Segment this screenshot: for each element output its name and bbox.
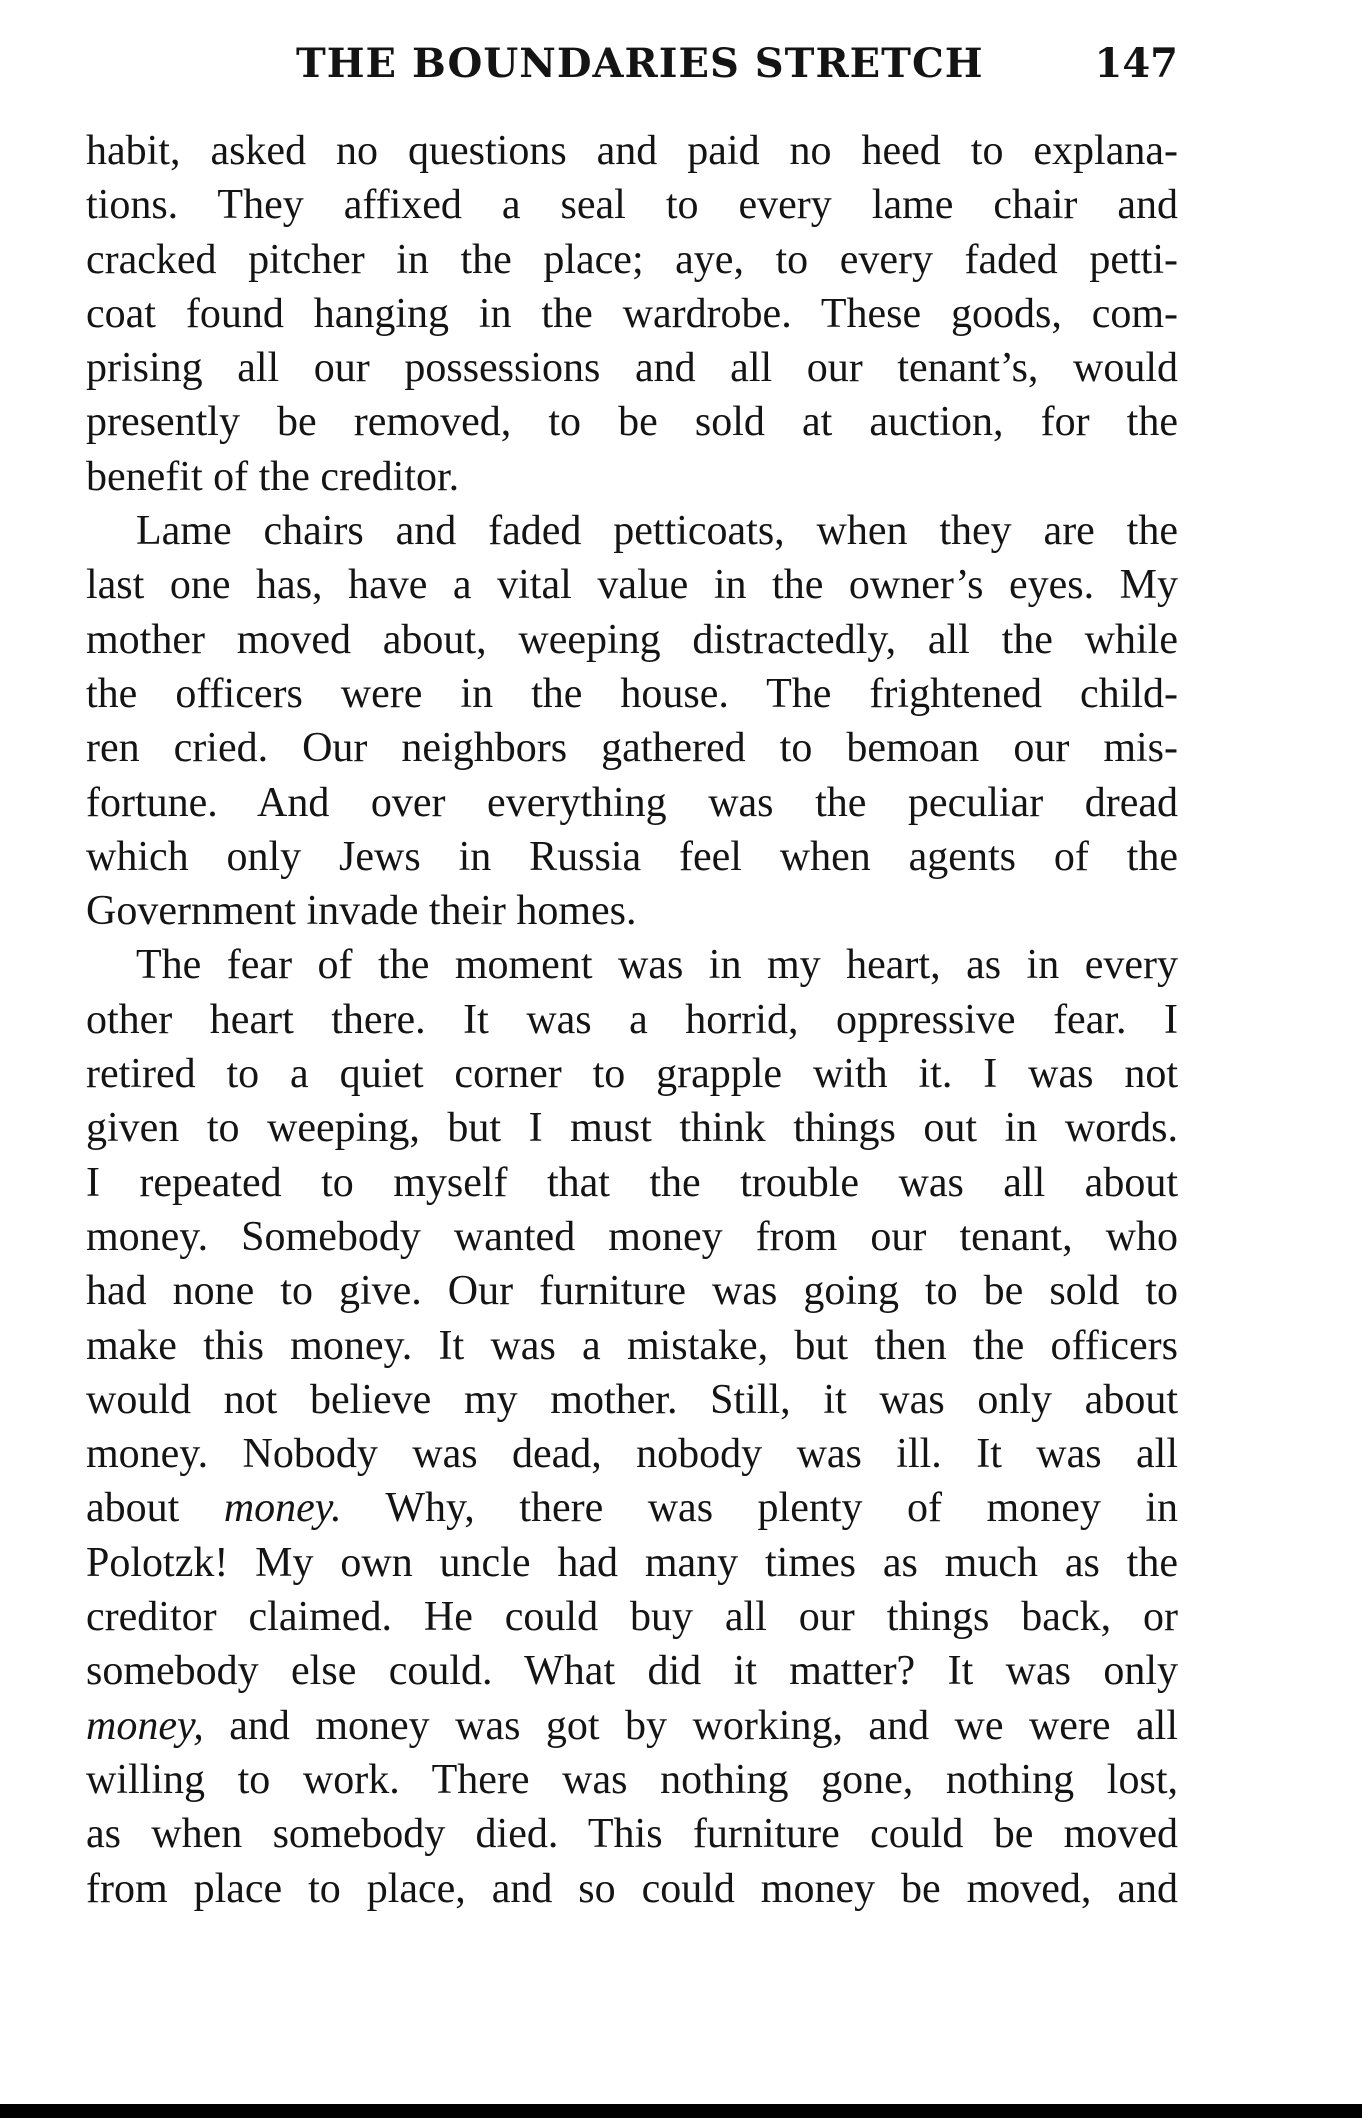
text-line: prising all our possessions and all our tenant’s, would bbox=[86, 345, 1178, 392]
text-line: habit, asked no questions and paid no heed to explana- bbox=[86, 128, 1178, 174]
text-line: Lame chairs and faded petticoats, when they are the bbox=[136, 508, 1178, 555]
text-line: money. Somebody wanted money from our tenant, who bbox=[86, 1213, 1178, 1260]
text-line: retired to a quiet corner to grapple with it. I was not bbox=[86, 1051, 1178, 1098]
text-line: last one has, have a vital value in the owner’s eyes. My bbox=[86, 562, 1178, 609]
text-line: coat found hanging in the wardrobe. These goods, com- bbox=[86, 290, 1178, 337]
text-line: willing to work. There was nothing gone, nothing lost, bbox=[86, 1756, 1178, 1803]
text-line: money. Nobody was dead, nobody was ill. It was all bbox=[86, 1431, 1178, 1478]
text-line: benefit of the creditor. bbox=[86, 453, 460, 500]
text-line: had none to give. Our furniture was going to be sold to bbox=[86, 1268, 1178, 1315]
text-line: presently be removed, to be sold at auction, for the bbox=[86, 399, 1178, 446]
running-title: THE BOUNDARIES STRETCH bbox=[296, 40, 984, 87]
text-line: I repeated to myself that the trouble was all about bbox=[86, 1159, 1178, 1206]
text-line: money, and money was got by working, and we were all bbox=[86, 1702, 1178, 1749]
text-line: from place to place, and so could money be moved, and bbox=[86, 1865, 1178, 1912]
paragraph bbox=[86, 938, 1178, 1915]
text-line: fortune. And over everything was the peculiar dread bbox=[86, 779, 1178, 826]
text-line: ren cried. Our neighbors gathered to bemoan our mis- bbox=[86, 725, 1178, 772]
text-line: the officers were in the house. The frightened child- bbox=[86, 670, 1178, 717]
text-line: somebody else could. What did it matter? It was only bbox=[86, 1648, 1178, 1695]
text-line: cracked pitcher in the place; aye, to every faded petti- bbox=[86, 236, 1178, 283]
text-line: Polotzk! My own uncle had many times as much as the bbox=[86, 1539, 1178, 1586]
text-line: other heart there. It was a horrid, oppressive fear. I bbox=[86, 996, 1178, 1043]
text-line: about money. Why, there was plenty of money in bbox=[86, 1485, 1179, 1532]
text-line: given to weeping, but I must think things out in words. bbox=[86, 1105, 1178, 1152]
text-line: tions. They affixed a seal to every lame chair and bbox=[86, 182, 1178, 229]
text-line: as when somebody died. This furniture could be moved bbox=[86, 1811, 1178, 1858]
text-line: would not believe my mother. Still, it was only about bbox=[86, 1376, 1178, 1423]
page-number: 147 bbox=[1094, 40, 1178, 87]
text-line: creditor claimed. He could buy all our things back, or bbox=[86, 1594, 1178, 1641]
body-text bbox=[86, 124, 1178, 1916]
running-head bbox=[86, 40, 1178, 96]
text-line: mother moved about, weeping distractedly, all the while bbox=[86, 616, 1178, 663]
text-line: which only Jews in Russia feel when agents of the bbox=[86, 833, 1178, 880]
scan-bottom-edge bbox=[0, 2104, 1362, 2118]
paragraph bbox=[86, 124, 1178, 504]
paragraph bbox=[86, 504, 1178, 938]
text-line: make this money. It was a mistake, but then the officers bbox=[86, 1322, 1178, 1369]
text-line: The fear of the moment was in my heart, as in every bbox=[136, 942, 1178, 989]
text-line: Government invade their homes. bbox=[86, 888, 637, 935]
